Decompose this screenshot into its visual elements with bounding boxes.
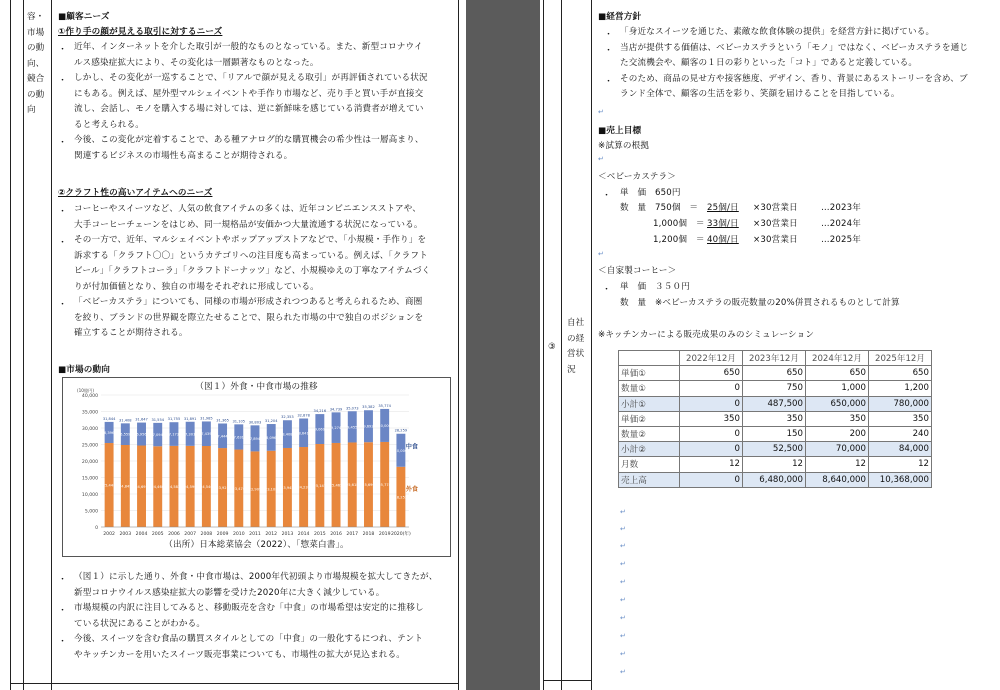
paragraph-line: 確立することが期待される。 <box>74 328 188 338</box>
bar-total-label: 35,774 <box>378 403 391 408</box>
paragraph-line: 「ベビーカステラ」についても、同様の市場が形成されつつあると考えられるため、商圏 <box>74 297 423 307</box>
table-cell: 350 <box>869 411 932 426</box>
x-tick-label: 2011 <box>249 532 261 537</box>
bar-value-label: 7,094 <box>152 433 163 438</box>
paragraph-line: コーヒーやスイーツなど、人気の飲食アイテムの多くは、近年コンビニエンスストアや、 <box>74 204 421 214</box>
bar-value-label: 9,692 <box>363 424 374 429</box>
paragraph-line: ランド全体で、顧客の生活を彩り、笑顔を届けることを目指している。 <box>620 89 900 99</box>
table-cell: 780,000 <box>869 396 932 411</box>
table-cell: 350 <box>743 411 806 426</box>
row-header-column <box>567 316 589 378</box>
bar-value-label: 10,000 <box>378 423 391 428</box>
paragraph-line: やキッチンカーを用いたスイーツ販売事業についても、市場性の拡大が見込まれる。 <box>74 649 405 660</box>
bar-value-label: 22,909 <box>248 487 262 492</box>
table-header-cell <box>619 351 680 366</box>
item-price: 単 価 ３５０円 <box>620 282 690 292</box>
bar-total-label: 34,739 <box>329 407 343 412</box>
bar-value-label: 10,006 <box>394 448 408 453</box>
bar-value-label: 9,455 <box>347 425 358 430</box>
qty-daily: 40個/日 <box>707 235 739 245</box>
row-header-text: 容・ <box>27 12 45 22</box>
table-cell: 70,000 <box>806 442 869 457</box>
x-tick-label: 2002 <box>103 532 115 537</box>
qty-daily: 25個/日 <box>707 203 739 213</box>
table-row <box>619 366 932 381</box>
bar-total-label: 31,365 <box>216 418 229 423</box>
table-header-cell: 2024年12月 <box>806 351 869 366</box>
y-tick-label: 10,000 <box>81 493 98 498</box>
table-cell: 650 <box>869 366 932 381</box>
row-header-text: 自社 <box>567 318 585 328</box>
bar-total-label: 28,259 <box>394 428 408 433</box>
table-cell: 1,200 <box>869 381 932 396</box>
table-border <box>10 0 11 690</box>
bar-value-label: 6,559 <box>120 432 131 437</box>
bar-total-label: 31,985 <box>200 416 213 421</box>
paragraph-line: 今後、スイーツを含む食品の購買スタイルとしての「中食」の一般化するにつれ、テント <box>74 634 423 644</box>
chart-title: （図１）外食・中食市場の推移 <box>195 382 318 392</box>
bullet-marker: ・ <box>604 30 614 40</box>
bar-value-label: 25,465 <box>329 483 343 488</box>
table-cell: 12 <box>806 457 869 472</box>
bar-value-label: 7,894 <box>249 436 261 441</box>
bar-value-label: 8,408 <box>282 432 293 437</box>
paragraph-line: りが付加価値となり、独自の市場をそれぞれに形成している。 <box>74 281 319 292</box>
bar-value-label: 25,618 <box>345 483 359 488</box>
bar-total-label: 34,216 <box>313 409 327 414</box>
paragraph-line: にもある。例えば、屋外型マルシェイベントや手作り市場など、売り手と買い手が直接交 <box>74 88 424 99</box>
bullet-marker: ・ <box>604 45 614 56</box>
bullet-marker: ・ <box>58 606 68 616</box>
sub-heading: ②クラフト性の高いアイテムへのニーズ <box>58 188 213 198</box>
row-header-text: の経 <box>567 333 585 344</box>
simulation-note: ※キッチンカーによる販売成果のみのシミュレーション <box>598 330 815 340</box>
x-tick-label: 2019 <box>378 532 391 537</box>
bullet-marker: ・ <box>58 238 68 248</box>
table-cell: 487,500 <box>743 396 806 411</box>
paragraph-line: 流し、会話し、モノを購入する場に対しては、逆に新鮮味を感じている消費者が増えてい <box>74 104 424 114</box>
section-heading: ■市場の動向 <box>58 365 110 375</box>
row-header-text: 向 <box>27 105 36 115</box>
y-tick-label: 30,000 <box>81 427 98 432</box>
table-border <box>543 0 544 690</box>
row-header-text: の動 <box>27 43 45 53</box>
x-tick-label: 2003 <box>119 532 132 537</box>
paragraph-line: 新型コロナウイルス感染症拡大の影響を受けた2020年に大きく減少している。 <box>74 587 385 598</box>
table-cell: 650 <box>806 366 869 381</box>
y-axis-label: (10億円) <box>77 388 94 393</box>
bar-total-label: 31,105 <box>232 419 246 424</box>
row-label: 小計① <box>619 396 680 411</box>
bullet-marker: ・ <box>58 45 68 55</box>
bullet-marker: ・ <box>58 637 68 647</box>
bar-total-label: 32,878 <box>297 413 310 418</box>
table-row <box>619 457 932 472</box>
row-label: 単価① <box>619 366 680 381</box>
sub-heading: ①作り手の顔が見える取引に対するニーズ <box>58 27 223 37</box>
x-tick-label: 2007 <box>184 532 197 537</box>
document-page-right: ③ 自社 の経 営状 況 ■経営方針 ・ 「身近なスイーツを通じた、素敵な飲食体験の提供」を経営方針に掲げている。 ・ 当店が提供する価値は、ベビーカステラという「モノ」ではなく、ベビーカステラを通じ た交流機会や、顧客の１日の彩りといった「コト」であると定義している。 ・ そのため、商品の見せ方や接客態度、デザイン、香り、背景にあるストーリーを含め、ブ ランド全体で、顧客の生活を彩り、笑顔を届けることを目指している。 ■売上目標 ※試算の根拠 ＜ベビーカステラ＞ ・ 単 価 650円 数 量 750個 ＝ 25個/日 ×30営業日 …2023年 1,000個 ＝ 33個/日 ×30営業日 …2024年 1,200個 ＝ 40個/日 ×30営業日 …2025年 ＜自家製コーヒー＞ ・ 単 価 ３５０円 数 量 ※ベビーカステラの販売数量の20%併買されるものとして計算 ※キッチンカーによる販売成果のみのシミュレーション ↵ ↵ ↵ ↵ ↵ ↵ ↵ ↵ ↵ ↵ ↵ ↵ ↵ <box>540 0 1000 690</box>
table-row <box>619 442 932 457</box>
paragraph-line: 市場規模の内訳に注目してみると、移動販売を含む「中食」の市場希望は安定的に推移し <box>74 603 424 613</box>
y-tick-label: 35,000 <box>81 410 98 416</box>
bar-total-label: 35,382 <box>362 405 375 410</box>
bullet-marker: ・ <box>604 76 614 87</box>
row-header-text: 向、 <box>27 58 45 69</box>
table-header-row <box>619 351 932 366</box>
sales-simulation-table <box>618 350 932 488</box>
table-cell: 650 <box>743 366 806 381</box>
table-row <box>619 396 932 411</box>
bar-value-label: 23,108 <box>264 487 278 492</box>
bar-value-label: 24,460 <box>151 485 165 490</box>
table-border <box>23 0 24 690</box>
bar-value-label: 8,641 <box>298 431 309 436</box>
bullet-marker: ・ <box>58 207 68 217</box>
row-label: 数量① <box>619 381 680 396</box>
qty-label: 1,000個 ＝ <box>653 219 705 229</box>
row-header-text: 営状 <box>567 349 585 359</box>
table-header-cell: 2025年12月 <box>869 351 932 366</box>
bar-value-label: 24,237 <box>297 485 310 490</box>
bar-value-label: 8,096 <box>266 435 277 440</box>
bar-total-label: 31,844 <box>102 416 116 421</box>
row-label: 月数 <box>619 457 680 472</box>
bar-value-label: 24,849 <box>119 484 132 489</box>
bar-value-label: 7,439 <box>201 432 212 437</box>
paragraph-line: 関連するビジネスの市場性も高まることが期待される。 <box>74 150 293 161</box>
row-header-text: 況 <box>567 364 576 375</box>
x-tick-label: 2017 <box>346 532 359 537</box>
bar-total-label: 35,073 <box>345 406 359 411</box>
bullet-marker: ・ <box>58 138 68 148</box>
x-tick-label: 2006 <box>168 532 180 537</box>
row-label: 売上高 <box>619 472 680 487</box>
table-cell: 0 <box>680 442 743 457</box>
qty-year: …2023年 <box>821 203 861 213</box>
bar-value-label: 24,691 <box>135 484 148 489</box>
y-tick-label: 20,000 <box>81 460 98 465</box>
bar-value-label: 25,448 <box>102 483 116 488</box>
bar-value-label: 9,274 <box>330 426 342 431</box>
basis-note: ※試算の根拠 <box>598 141 650 151</box>
row-label: 数量② <box>619 426 680 441</box>
paragraph-line: 近年、インターネットを介した取引が一般的なものとなっている。また、新型コロナウイ <box>74 42 423 52</box>
bar-value-label: 24,546 <box>200 484 213 489</box>
table-cell: 200 <box>806 426 869 441</box>
row-label: 単価② <box>619 411 680 426</box>
item-price: 単 価 650円 <box>620 188 681 198</box>
bar-value-label: 25,147 <box>313 484 327 489</box>
x-tick-label: 2015 <box>313 532 326 537</box>
qty-mult: ×30営業日 <box>753 235 798 245</box>
bar-value-label: 25,690 <box>362 483 375 488</box>
annotation-gaishoku: 外食 <box>405 485 418 493</box>
annotation-nakashoku: 中食 <box>405 443 418 451</box>
table-cell: 750 <box>743 381 806 396</box>
paragraph-line: 当店が提供する価値は、ベビーカステラという「モノ」ではなく、ベビーカステラを通じ <box>620 42 969 53</box>
bar-value-label: 18,253 <box>394 495 408 500</box>
paragraph-line: ルス感染症拡大により、その変化は一層顕著なものとなった。 <box>74 57 319 68</box>
bullet-marker: ・ <box>58 76 68 86</box>
qty-label: 1,200個 ＝ <box>653 235 705 245</box>
paragraph-line: 大手コーヒーチェーンをはじめ、同一規格品が安価かつ大量流通する状況になっている。 <box>74 219 423 230</box>
y-tick-label: 25,000 <box>81 443 98 449</box>
bar-value-label: 24,582 <box>167 484 181 489</box>
table-cell: 12 <box>869 457 932 472</box>
bar-value-label: 7,301 <box>185 432 196 437</box>
bar-value-label: 23,921 <box>216 486 229 491</box>
table-cell: 12 <box>743 457 806 472</box>
bullet-marker: ・ <box>58 300 68 310</box>
paragraph-line: た交流機会や、顧客の１日の彩りといった「コト」であると定義している。 <box>620 58 918 68</box>
row-header-text: 競合 <box>27 74 45 84</box>
qty-mult: ×30営業日 <box>753 203 798 213</box>
table-cell: 8,640,000 <box>806 472 869 487</box>
bar-value-label: 9,069 <box>314 427 325 432</box>
bar-value-label: 6,956 <box>136 432 147 437</box>
bar-value-label: 23,474 <box>232 486 246 491</box>
paragraph-line: を絞り、ブランドの世界観を際立たせることで、限られた市場の中で独自のポジションを <box>74 312 424 323</box>
table-cell: 84,000 <box>869 442 932 457</box>
table-border <box>561 0 562 690</box>
row-header-column <box>27 10 49 119</box>
table-cell: 150 <box>743 426 806 441</box>
section-heading: ■経営方針 <box>598 12 642 22</box>
table-border <box>591 0 592 690</box>
table-cell: 12 <box>680 457 743 472</box>
table-border <box>51 0 52 690</box>
y-tick-label: 5,000 <box>84 509 98 515</box>
table-cell: 240 <box>869 426 932 441</box>
bar-value-label: 24,590 <box>183 484 197 489</box>
table-cell: 6,480,000 <box>743 472 806 487</box>
table-row <box>619 472 932 487</box>
table-cell: 350 <box>806 411 869 426</box>
row-header-text: 市場 <box>27 27 45 38</box>
bar-value-label: 7,173 <box>168 432 180 437</box>
market-chart <box>62 377 451 557</box>
y-tick-label: 15,000 <box>81 476 98 482</box>
qty-mult: ×30営業日 <box>753 219 798 229</box>
item-quantity: 数 量 ※ベビーカステラの販売数量の20%併買されるものとして計算 <box>620 298 900 308</box>
bar-value-label: 7,444 <box>217 434 228 439</box>
table-cell: 0 <box>680 381 743 396</box>
bar-total-label: 31,554 <box>151 417 165 422</box>
table-cell: 0 <box>680 472 743 487</box>
bar-value-label: 6,396 <box>103 430 115 435</box>
y-tick-label: 0 <box>95 526 98 531</box>
x-tick-label: 2012 <box>265 532 278 537</box>
item-heading: ＜自家製コーヒー＞ <box>598 266 677 276</box>
table-border <box>10 683 458 684</box>
paragraph-line: そのため、商品の見せ方や接客態度、デザイン、香り、背景にあるストーリーを含め、ブ <box>620 73 968 84</box>
paragraph-line: その一方で、近年、マルシェイベントやポップアップストアなどで、「小規模・手作り」を <box>74 235 427 245</box>
paragraph-line: 訴求する「クラフト〇〇」というカテゴリへの注目度も高まっている。例えば、「クラフト <box>74 250 428 261</box>
table-cell: 52,500 <box>743 442 806 457</box>
paragraph-line: ビール」「クラフトコーラ」「クラフトドーナッツ」など、小規模ゆえの丁寧なアイテムづく <box>74 266 431 276</box>
x-tick-label: 2009 <box>216 532 229 537</box>
section-heading: ■顧客ニーズ <box>58 12 110 22</box>
bar-total-label: 30,803 <box>248 420 262 425</box>
table-row <box>619 381 932 396</box>
item-heading: ＜ベビーカステラ＞ <box>598 172 677 182</box>
x-tick-label: 2004 <box>135 532 148 537</box>
x-tick-label: 2020(年) <box>390 532 411 537</box>
x-tick-label: 2005 <box>151 532 164 537</box>
bar-total-label: 31,204 <box>264 419 278 424</box>
table-border <box>458 0 459 690</box>
bar-value-label: 23,945 <box>281 485 294 490</box>
bar-value-label: 7,631 <box>233 435 244 440</box>
paragraph-line: （図１）に示した通り、外食・中食市場は、2000年代初頭より市場規模を拡大してきたが、 <box>74 572 438 582</box>
table-cell: 650 <box>680 366 743 381</box>
row-number: ③ <box>548 342 556 352</box>
qty-year: …2025年 <box>821 235 861 245</box>
table-cell: 650,000 <box>806 396 869 411</box>
y-tick-label: 40,000 <box>81 394 98 399</box>
x-tick-label: 2014 <box>297 532 310 537</box>
bar-total-label: 32,353 <box>281 415 294 420</box>
paragraph-line: 今後、この変化が定着することで、ある種アナログ的な購買機会の希少性は一層高まり、 <box>74 135 424 145</box>
table-header-cell: 2022年12月 <box>680 351 743 366</box>
paragraph-line: ると考えられる。 <box>74 119 144 130</box>
chart-source: （出所）日本総菜協会（2022）、「惣菜白書」。 <box>164 540 349 550</box>
table-cell: 10,368,000 <box>869 472 932 487</box>
table-cell: 350 <box>680 411 743 426</box>
table-row <box>619 426 932 441</box>
table-row <box>619 411 932 426</box>
bullet-marker: ・ <box>58 575 68 585</box>
table-cell: 0 <box>680 396 743 411</box>
paragraph-line: 「身近なスイーツを通じた、素敵な飲食体験の提供」を経営方針に掲げている。 <box>620 27 935 37</box>
qty-year: …2024年 <box>821 219 861 229</box>
x-tick-label: 2013 <box>281 532 294 537</box>
section-heading: ■売上目標 <box>598 126 642 136</box>
qty-label: 数 量 750個 ＝ <box>620 203 699 213</box>
bar-total-label: 31,891 <box>183 416 197 421</box>
table-cell: 0 <box>680 426 743 441</box>
table-cell: 1,000 <box>806 381 869 396</box>
table-header-cell: 2023年12月 <box>743 351 806 366</box>
qty-daily: 33個/日 <box>707 219 739 229</box>
bar-total-label: 31,647 <box>135 417 148 422</box>
bar-total-label: 31,755 <box>167 417 181 422</box>
row-label: 小計② <box>619 442 680 457</box>
chart-svg <box>63 378 450 556</box>
x-tick-label: 2016 <box>330 532 342 537</box>
bar-value-label: 25,774 <box>378 482 391 487</box>
bar-total-label: 31,408 <box>119 418 132 423</box>
table-border <box>543 680 591 681</box>
x-tick-label: 2010 <box>232 532 245 537</box>
row-header-text: の動 <box>27 89 45 100</box>
paragraph-line: しかし、その変化が一巡することで、「リアルで顔が見える取引」が再評価されている状況 <box>74 73 428 83</box>
x-tick-label: 2018 <box>362 532 375 537</box>
paragraph-line: ている状況にあることがわかる。 <box>74 618 206 629</box>
x-tick-label: 2008 <box>200 532 213 537</box>
document-page-left <box>0 0 466 690</box>
